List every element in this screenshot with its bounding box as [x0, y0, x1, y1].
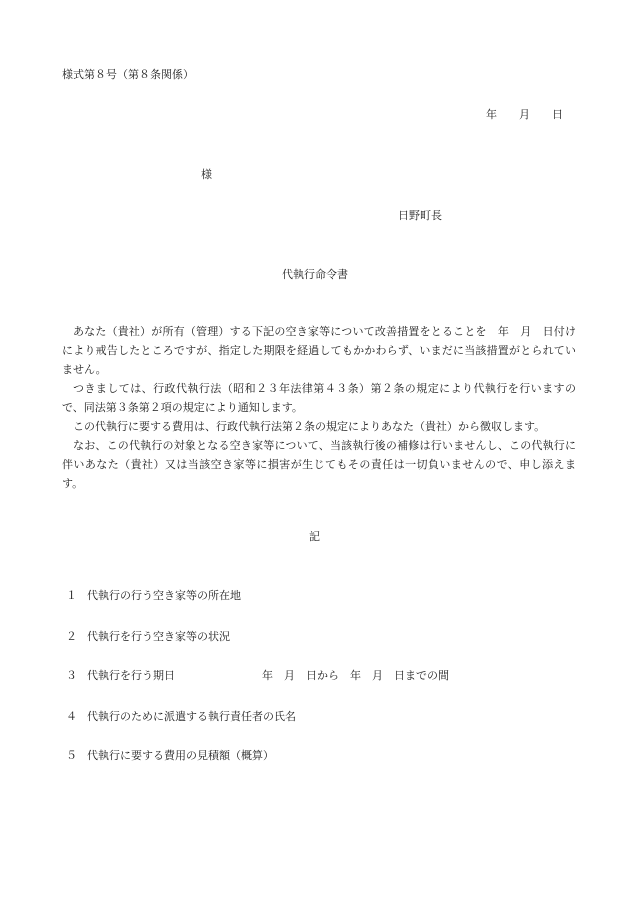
form-number: 様式第８号（第８条関係）: [62, 68, 194, 81]
item-number: １: [66, 589, 77, 602]
list-item: [66, 667, 175, 683]
execution-period: 年 月 日から 年 月 日までの間: [262, 669, 449, 682]
paragraph: つきましては、行政代執行法（昭和２３年法律第４３条）第２条の規定により代執行を行いますので、同法第３条第２項の規定により通知します。: [62, 382, 576, 414]
issue-date: [486, 106, 563, 122]
paragraph: あなた（貴社）が所有（管理）する下記の空き家等について改善措置をとることを 年 月 日付けにより戒告したところですが、指定した期限を経過してもかかわらず、いまだに当該措置がとられていません。: [62, 325, 576, 376]
date-month: 月: [519, 108, 530, 121]
date-day: 日: [552, 108, 563, 121]
paragraph: なお、この代執行の対象となる空き家等について、当該執行後の補修は行いませんし、この代執行に伴いあなた（貴社）又は当該空き家等に損害が生じてもその責任は一切負いませんので、申し添えます。: [62, 439, 576, 490]
recipient-honorific: 様: [201, 168, 212, 181]
paragraph: この代執行に要する費用は、行政代執行法第２条の規定によりあなた（貴社）から徴収します。: [73, 420, 546, 433]
list-item: [66, 628, 230, 644]
list-item: [66, 708, 296, 724]
item-number: ３: [66, 669, 77, 682]
item-number: ４: [66, 710, 77, 723]
item-label: 代執行を行う空き家等の状況: [87, 630, 230, 643]
issuer-name: 日野町長: [398, 209, 442, 222]
document-title: 代執行命令書: [282, 268, 348, 281]
item-label: 代執行に要する費用の見積額（概算）: [87, 749, 274, 762]
list-item: [66, 747, 274, 763]
item-number: ５: [66, 749, 77, 762]
item-label: 代執行を行う期日: [87, 669, 175, 682]
item-label: 代執行の行う空き家等の所在地: [87, 589, 241, 602]
item-number: ２: [66, 630, 77, 643]
notice-body: [62, 322, 576, 493]
list-item: [66, 587, 241, 603]
ki-heading: 記: [309, 530, 320, 543]
date-year: 年: [486, 108, 497, 121]
item-label: 代執行のために派遣する執行責任者の氏名: [87, 710, 296, 723]
